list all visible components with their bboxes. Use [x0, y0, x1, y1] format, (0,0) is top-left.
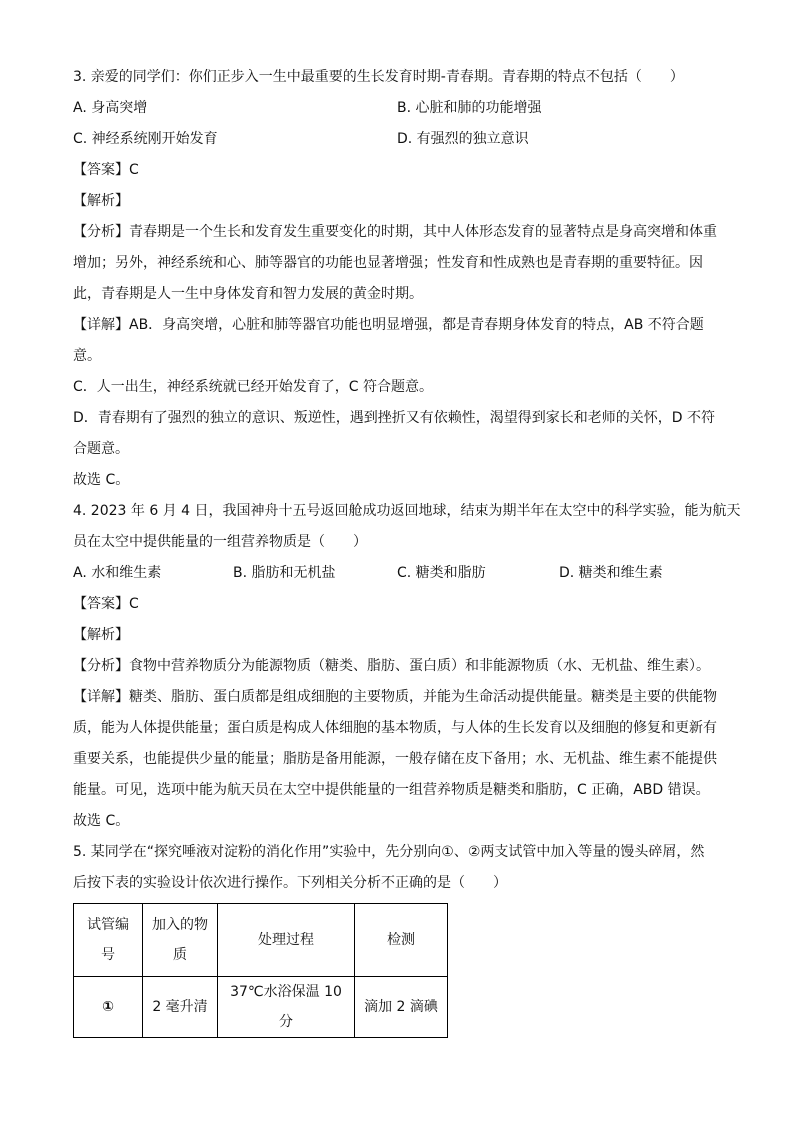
q3-detail-line: 意。: [73, 348, 101, 364]
header-text: 检测: [387, 932, 415, 948]
header-tube-number: [74, 904, 143, 977]
q4-detail-line: 质，能为人体提供能量；蛋白质是构成人体细胞的基本物质，与人体的生长发育以及细胞的修复和更新有: [73, 720, 717, 736]
table-cell: ①: [74, 977, 143, 1038]
q4-option-d: D. 糖类和维生素: [559, 565, 663, 581]
q3-analysis-line: 【分析】青春期是一个生长和发育发生重要变化的时期，其中人体形态发育的显著特点是身高突增和体重: [73, 224, 717, 240]
table-cell: 滴加 2 滴碘: [355, 977, 448, 1038]
q4-detail-line: 能量。可见，选项中能为航天员在太空中提供能量的一组营养物质是糖类和脂肪，C 正确，ABD 错误。: [73, 782, 710, 798]
q3-stem: 3. 亲爱的同学们：你们正步入一生中最重要的生长发育时期-青春期。青春期的特点不包括（ ）: [73, 69, 684, 85]
q4-option-b: B. 脂肪和无机盐: [233, 565, 336, 581]
q4-answer: 【答案】C: [73, 596, 139, 612]
q3-answer: 【答案】C: [73, 162, 139, 178]
q3-options-row2: [73, 124, 723, 155]
header-text: 处理过程: [258, 932, 314, 948]
q4-option-c: C. 糖类和脂肪: [397, 565, 486, 581]
q4-analysis-label: 【解析】: [73, 627, 129, 643]
q3-options-row1: [73, 93, 723, 124]
q4-stem-line: 4. 2023 年 6 月 4 日，我国神舟十五号返回舱成功返回地球，结束为期半年在太空中的科学实验，能为航天: [73, 503, 741, 519]
q4-detail-line: 【详解】糖类、脂肪、蛋白质都是组成细胞的主要物质，并能为生命活动提供能量。糖类是主要的供能物: [73, 689, 717, 705]
header-process: [218, 904, 355, 977]
q3-analysis-line: 此，青春期是人一生中身体发育和智力发展的黄金时期。: [73, 286, 423, 302]
q3-analysis-line: 增加；另外，神经系统和心、肺等器官的功能也显著增强；性发育和性成熟也是青春期的重要特征。因: [73, 255, 703, 271]
table-cell: 37℃水浴保温 10 分: [218, 977, 355, 1038]
q3-option-d: D. 有强烈的独立意识: [397, 131, 529, 147]
q5-stem-line: 后按下表的实验设计依次进行操作。下列相关分析不正确的是（ ）: [73, 875, 507, 891]
q4-analysis-line: 【分析】食物中营养物质分为能源物质（糖类、脂肪、蛋白质）和非能源物质（水、无机盐、维生素）。: [73, 658, 710, 674]
q3-detail-line: 合题意。: [73, 441, 129, 457]
q4-stem-line: 员在太空中提供能量的一组营养物质是（ ）: [73, 534, 367, 550]
q4-detail-line: 重要关系，也能提供少量的能量；脂肪是备用能源，一般存储在皮下备用；水、无机盐、维生素不能提供: [73, 751, 717, 767]
q3-conclusion: 故选 C。: [73, 472, 130, 488]
table-cell: 2 毫升清: [143, 977, 218, 1038]
header-text: 试管编: [87, 917, 129, 933]
q5-stem-line: 5. 某同学在“探究唾液对淀粉的消化作用”实验中，先分别向①、②两支试管中加入等量的馒头碎屑，然: [73, 844, 705, 860]
table-header-row: [74, 904, 448, 977]
q3-option-a: A. 身高突增: [73, 100, 148, 116]
header-detection: [355, 904, 448, 977]
q3-option-b: B. 心脏和肺的功能增强: [397, 100, 542, 116]
table-row: [74, 977, 448, 1038]
header-substance: [143, 904, 218, 977]
q3-detail-line: D．青春期有了强烈的独立的意识、叛逆性，遇到挫折又有依赖性，渴望得到家长和老师的关怀，D 不符: [73, 410, 716, 426]
q3-analysis-label: 【解析】: [73, 193, 129, 209]
q3-option-c: C. 神经系统刚开始发育: [73, 131, 218, 147]
q3-detail-line: 【详解】AB．身高突增，心脏和肺等器官功能也明显增强，都是青春期身体发育的特点，AB 不符合题: [73, 317, 704, 333]
q3-detail-line: C．人一出生，神经系统就已经开始发育了，C 符合题意。: [73, 379, 433, 395]
header-text: 加入的物: [152, 917, 208, 933]
header-text: 质: [173, 947, 187, 963]
header-text: 号: [101, 947, 115, 963]
q4-option-a: A. 水和维生素: [73, 565, 162, 581]
question-page: [73, 62, 741, 899]
q4-conclusion: 故选 C。: [73, 813, 130, 829]
experiment-table: [73, 903, 448, 1038]
q4-options-row: [73, 558, 723, 589]
